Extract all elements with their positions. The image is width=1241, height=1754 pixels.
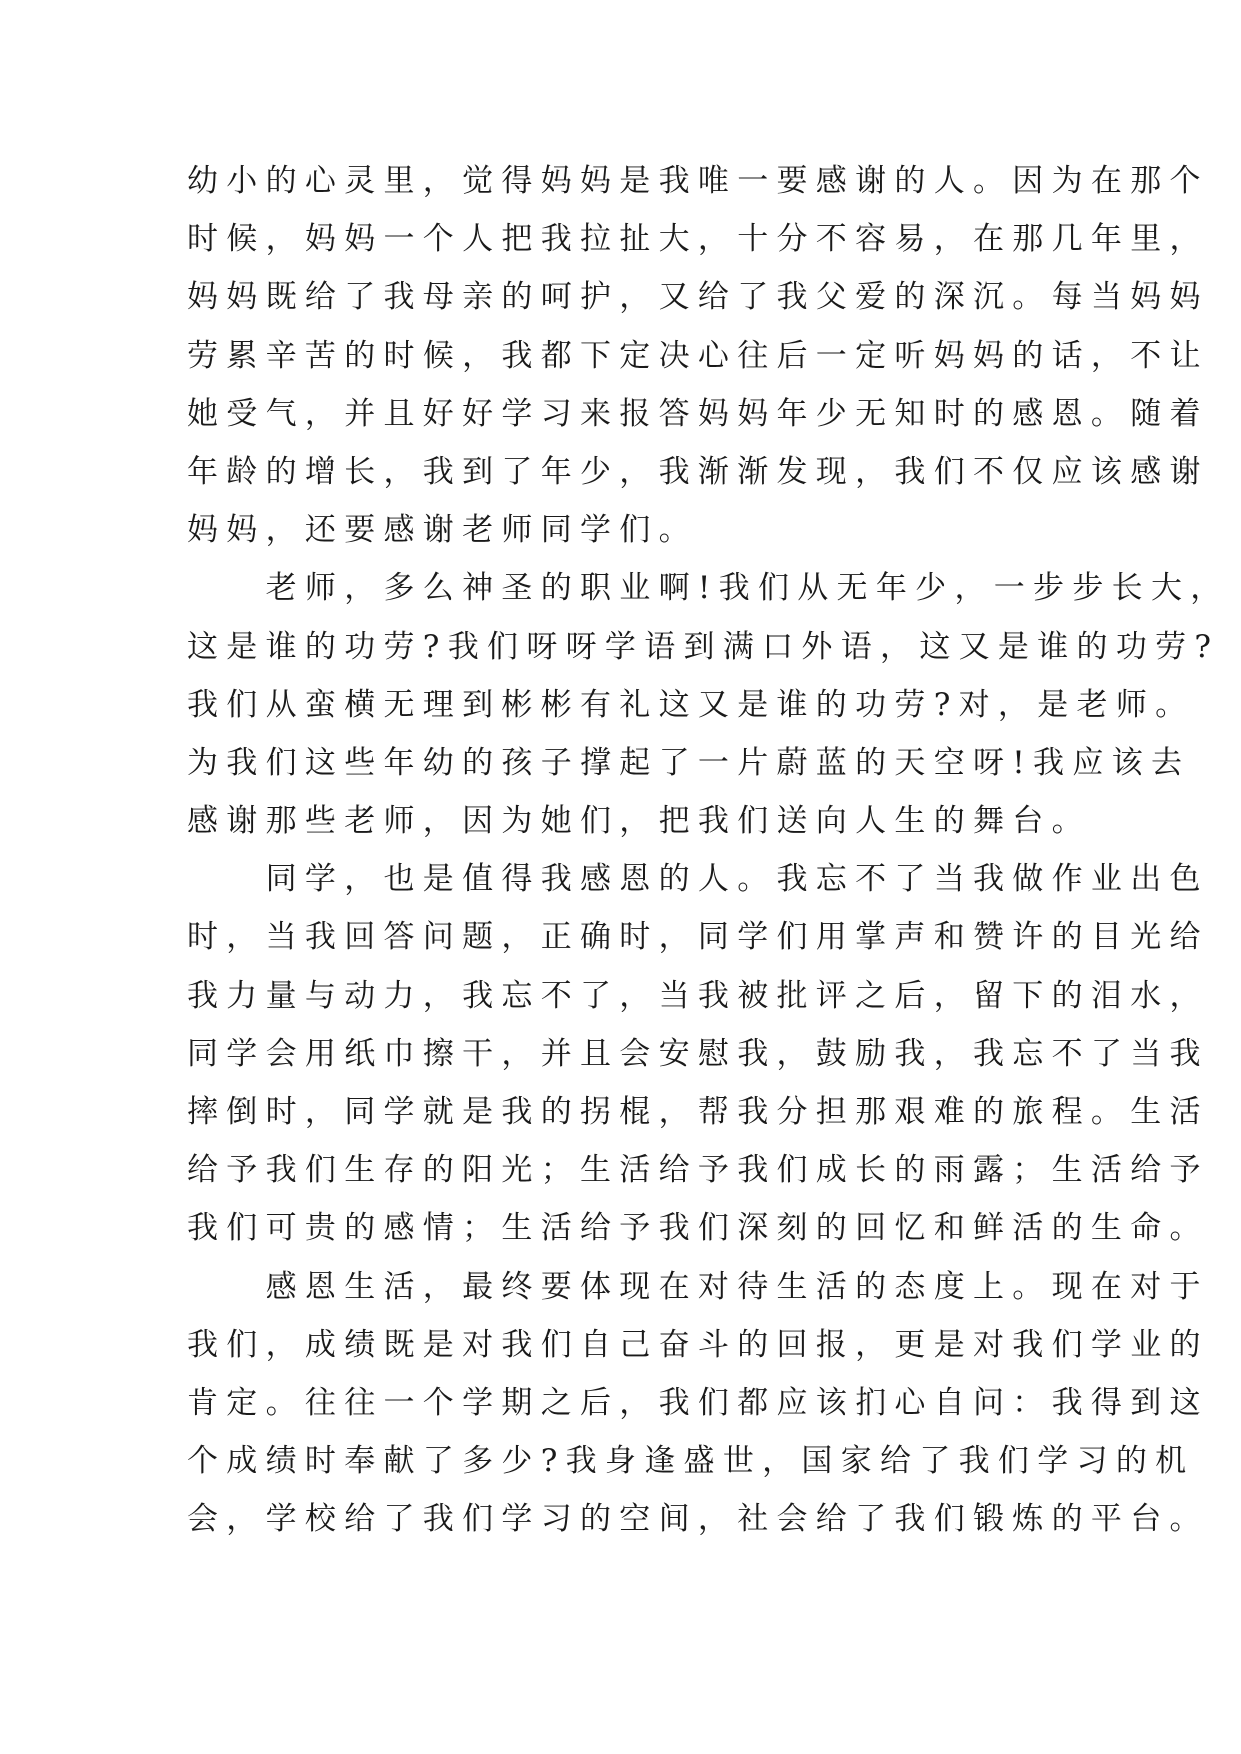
text-line: 我们从蛮横无理到彬彬有礼这又是谁的功劳?对，是老师。 (187, 686, 1195, 723)
paragraph-2 (187, 559, 1230, 850)
text-line: 摔倒时，同学就是我的拐棍，帮我分担那艰难的旅程。生活 (187, 1094, 1209, 1130)
text-line: 劳累辛苦的时候，我都下定决心往后一定听妈妈的话，不让 (187, 337, 1209, 374)
text-line: 老师，多么神圣的职业啊!我们从无年少，一步步长大， (187, 570, 1230, 607)
text-line: 幼小的心灵里，觉得妈妈是我唯一要感谢的人。因为在那个 (187, 163, 1209, 199)
text-line: 我们可贵的感情；生活给予我们深刻的回忆和鲜活的生命。 (187, 1210, 1209, 1247)
text-line: 感恩生活，最终要体现在对待生活的态度上。现在对于 (187, 1268, 1209, 1305)
text-line: 为我们这些年幼的孩子撑起了一片蔚蓝的天空呀!我应该去 (187, 744, 1191, 781)
text-line: 我力量与动力，我忘不了，当我被批评之后，留下的泪水， (187, 977, 1209, 1014)
text-line: 肯定。往往一个学期之后，我们都应该扪心自问：我得到这 (187, 1384, 1209, 1421)
text-line: 妈妈，还要感谢老师同学们。 (187, 512, 698, 549)
text-line: 我们，成绩既是对我们自己奋斗的回报，更是对我们学业的 (187, 1326, 1209, 1363)
text-line: 时候，妈妈一个人把我拉扯大，十分不容易，在那几年里， (187, 221, 1209, 258)
text-line: 同学，也是值得我感恩的人。我忘不了当我做作业出色 (187, 861, 1209, 898)
text-line: 感谢那些老师，因为她们，把我们送向人生的舞台。 (187, 803, 1091, 840)
document-body (187, 152, 1230, 1549)
paragraph-1 (187, 152, 1209, 559)
text-line: 时，当我回答问题，正确时，同学们用掌声和赞许的目光给 (187, 919, 1209, 956)
text-line: 妈妈既给了我母亲的呵护，又给了我父爱的深沉。每当妈妈 (187, 279, 1209, 316)
text-line: 个成绩时奉献了多少?我身逢盛世，国家给了我们学习的机 (187, 1443, 1195, 1480)
text-line: 这是谁的功劳?我们呀呀学语到满口外语，这又是谁的功劳? (187, 628, 1220, 665)
paragraph-3 (187, 850, 1209, 1257)
text-line: 同学会用纸巾擦干，并且会安慰我，鼓励我，我忘不了当我 (187, 1035, 1209, 1072)
paragraph-4 (187, 1258, 1209, 1549)
text-line: 她受气，并且好好学习来报答妈妈年少无知时的感恩。随着 (187, 395, 1209, 432)
text-line: 会，学校给了我们学习的空间，社会给了我们锻炼的平台。 (187, 1501, 1209, 1538)
text-line: 给予我们生存的阳光；生活给予我们成长的雨露；生活给予 (187, 1152, 1209, 1189)
text-line: 年龄的增长，我到了年少，我渐渐发现，我们不仅应该感谢 (187, 453, 1209, 490)
